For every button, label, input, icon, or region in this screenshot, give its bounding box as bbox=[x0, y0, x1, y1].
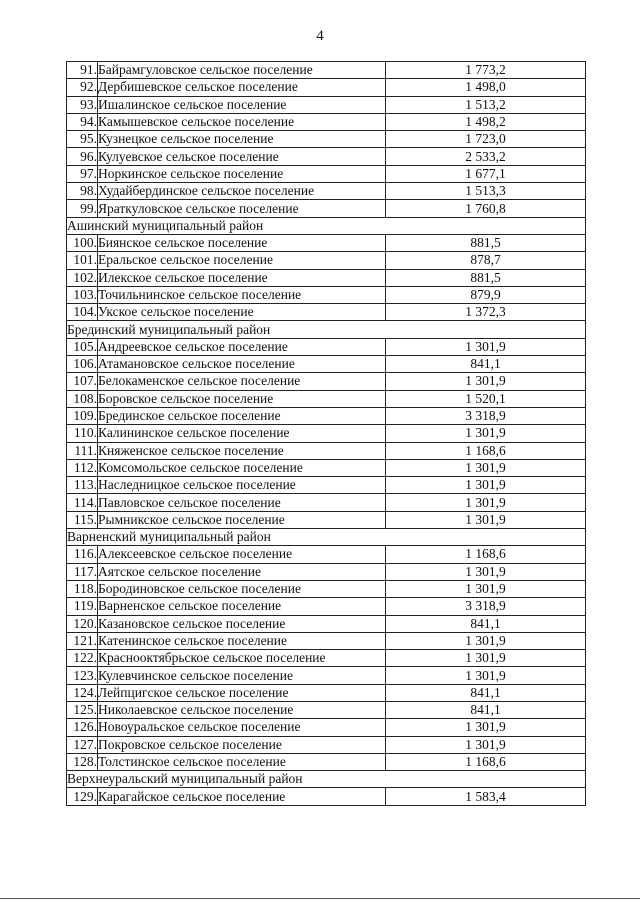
table-row bbox=[67, 667, 586, 684]
amount-value: 1 513,2 bbox=[386, 96, 586, 113]
amount-value: 1 301,9 bbox=[386, 719, 586, 736]
table-row bbox=[67, 269, 586, 286]
amount-value: 878,7 bbox=[386, 252, 586, 269]
table-row bbox=[67, 598, 586, 615]
amount-value: 1 168,6 bbox=[386, 753, 586, 770]
row-number: 122. bbox=[67, 650, 98, 667]
settlement-name: Калининское сельское поселение bbox=[98, 425, 386, 442]
district-header-row bbox=[67, 529, 586, 546]
settlement-name: Точильнинское сельское поселение bbox=[98, 286, 386, 303]
table-row bbox=[67, 477, 586, 494]
table-row bbox=[67, 373, 586, 390]
settlement-name: Катенинское сельское поселение bbox=[98, 632, 386, 649]
amount-value: 1 677,1 bbox=[386, 165, 586, 182]
amount-value: 1 301,9 bbox=[386, 338, 586, 355]
table-row bbox=[67, 234, 586, 251]
settlement-name: Варненское сельское поселение bbox=[98, 598, 386, 615]
amount-value: 1 168,6 bbox=[386, 442, 586, 459]
table-row bbox=[67, 563, 586, 580]
row-number: 111. bbox=[67, 442, 98, 459]
table-row bbox=[67, 442, 586, 459]
settlement-name: Яраткуловское сельское поселение bbox=[98, 200, 386, 217]
settlement-name: Боровское сельское поселение bbox=[98, 390, 386, 407]
row-number: 108. bbox=[67, 390, 98, 407]
amount-value: 1 520,1 bbox=[386, 390, 586, 407]
table-row bbox=[67, 356, 586, 373]
settlement-name: Байрамгуловское сельское поселение bbox=[98, 62, 386, 79]
amount-value: 1 760,8 bbox=[386, 200, 586, 217]
table-row bbox=[67, 650, 586, 667]
table-row bbox=[67, 494, 586, 511]
amount-value: 1 723,0 bbox=[386, 131, 586, 148]
district-name: Варненский муниципальный район bbox=[67, 529, 586, 546]
row-number: 99. bbox=[67, 200, 98, 217]
table-row bbox=[67, 390, 586, 407]
row-number: 95. bbox=[67, 131, 98, 148]
district-header-row bbox=[67, 321, 586, 338]
amount-value: 841,1 bbox=[386, 684, 586, 701]
row-number: 114. bbox=[67, 494, 98, 511]
amount-value: 1 301,9 bbox=[386, 563, 586, 580]
settlement-name: Андреевское сельское поселение bbox=[98, 338, 386, 355]
settlement-name: Худайбердинское сельское поселение bbox=[98, 183, 386, 200]
amount-value: 2 533,2 bbox=[386, 148, 586, 165]
row-number: 116. bbox=[67, 546, 98, 563]
settlement-name: Николаевское сельское поселение bbox=[98, 701, 386, 718]
amount-value: 1 773,2 bbox=[386, 62, 586, 79]
row-number: 121. bbox=[67, 632, 98, 649]
amount-value: 1 372,3 bbox=[386, 304, 586, 321]
settlement-name: Белокаменское сельское поселение bbox=[98, 373, 386, 390]
amount-value: 1 301,9 bbox=[386, 494, 586, 511]
row-number: 128. bbox=[67, 753, 98, 770]
table-row bbox=[67, 736, 586, 753]
amount-value: 1 513,3 bbox=[386, 183, 586, 200]
amount-value: 1 301,9 bbox=[386, 736, 586, 753]
row-number: 105. bbox=[67, 338, 98, 355]
district-name: Верхнеуральский муниципальный район bbox=[67, 771, 586, 788]
row-number: 93. bbox=[67, 96, 98, 113]
table-row bbox=[67, 286, 586, 303]
settlement-name: Толстинское сельское поселение bbox=[98, 753, 386, 770]
settlement-name: Бородиновское сельское поселение bbox=[98, 580, 386, 597]
settlement-name: Биянское сельское поселение bbox=[98, 234, 386, 251]
table-row bbox=[67, 753, 586, 770]
table-row bbox=[67, 511, 586, 528]
row-number: 92. bbox=[67, 79, 98, 96]
amount-value: 1 301,9 bbox=[386, 425, 586, 442]
amount-value: 841,1 bbox=[386, 615, 586, 632]
settlement-name: Укское сельское поселение bbox=[98, 304, 386, 321]
table-row bbox=[67, 252, 586, 269]
settlement-name: Камышевское сельское поселение bbox=[98, 113, 386, 130]
amount-value: 1 301,9 bbox=[386, 459, 586, 476]
table-row bbox=[67, 165, 586, 182]
settlement-name: Княженское сельское поселение bbox=[98, 442, 386, 459]
settlement-name: Брединское сельское поселение bbox=[98, 407, 386, 424]
row-number: 101. bbox=[67, 252, 98, 269]
table-row bbox=[67, 79, 586, 96]
table-row bbox=[67, 580, 586, 597]
table-row bbox=[67, 425, 586, 442]
settlement-name: Рымникское сельское поселение bbox=[98, 511, 386, 528]
settlement-name: Кулуевское сельское поселение bbox=[98, 148, 386, 165]
settlement-name: Покровское сельское поселение bbox=[98, 736, 386, 753]
settlement-name: Комсомольское сельское поселение bbox=[98, 459, 386, 476]
district-name: Брединский муниципальный район bbox=[67, 321, 586, 338]
table-row bbox=[67, 407, 586, 424]
amount-value: 881,5 bbox=[386, 234, 586, 251]
amount-value: 1 301,9 bbox=[386, 511, 586, 528]
row-number: 126. bbox=[67, 719, 98, 736]
row-number: 91. bbox=[67, 62, 98, 79]
row-number: 112. bbox=[67, 459, 98, 476]
settlement-name: Аятское сельское поселение bbox=[98, 563, 386, 580]
row-number: 113. bbox=[67, 477, 98, 494]
table-row bbox=[67, 701, 586, 718]
table-row bbox=[67, 183, 586, 200]
amount-value: 1 301,9 bbox=[386, 477, 586, 494]
row-number: 102. bbox=[67, 269, 98, 286]
amount-value: 1 498,2 bbox=[386, 113, 586, 130]
table-row bbox=[67, 632, 586, 649]
amount-value: 1 583,4 bbox=[386, 788, 586, 805]
amount-value: 1 301,9 bbox=[386, 632, 586, 649]
settlement-name: Алексеевское сельское поселение bbox=[98, 546, 386, 563]
table-row bbox=[67, 200, 586, 217]
amount-value: 879,9 bbox=[386, 286, 586, 303]
settlement-name: Атамановское сельское поселение bbox=[98, 356, 386, 373]
row-number: 97. bbox=[67, 165, 98, 182]
page-number: 4 bbox=[316, 28, 324, 44]
district-name: Ашинский муниципальный район bbox=[67, 217, 586, 234]
row-number: 106. bbox=[67, 356, 98, 373]
row-number: 127. bbox=[67, 736, 98, 753]
amount-value: 1 301,9 bbox=[386, 650, 586, 667]
row-number: 98. bbox=[67, 183, 98, 200]
settlement-name: Лейпцигское сельское поселение bbox=[98, 684, 386, 701]
amount-value: 3 318,9 bbox=[386, 598, 586, 615]
amount-value: 841,1 bbox=[386, 701, 586, 718]
row-number: 119. bbox=[67, 598, 98, 615]
settlement-name: Норкинское сельское поселение bbox=[98, 165, 386, 182]
amount-value: 881,5 bbox=[386, 269, 586, 286]
table-row bbox=[67, 131, 586, 148]
table-body bbox=[67, 62, 586, 806]
settlement-name: Новоуральское сельское поселение bbox=[98, 719, 386, 736]
row-number: 96. bbox=[67, 148, 98, 165]
amount-value: 1 498,0 bbox=[386, 79, 586, 96]
settlement-name: Карагайское сельское поселение bbox=[98, 788, 386, 805]
row-number: 110. bbox=[67, 425, 98, 442]
settlement-name: Павловское сельское поселение bbox=[98, 494, 386, 511]
settlement-name: Краснооктябрьское сельское поселение bbox=[98, 650, 386, 667]
table-row bbox=[67, 338, 586, 355]
amount-value: 1 301,9 bbox=[386, 667, 586, 684]
row-number: 123. bbox=[67, 667, 98, 684]
row-number: 107. bbox=[67, 373, 98, 390]
table-row bbox=[67, 96, 586, 113]
table-row bbox=[67, 148, 586, 165]
settlement-name: Илекское сельское поселение bbox=[98, 269, 386, 286]
settlement-name: Дербишевское сельское поселение bbox=[98, 79, 386, 96]
table-row bbox=[67, 788, 586, 805]
settlements-table bbox=[66, 61, 586, 806]
row-number: 94. bbox=[67, 113, 98, 130]
row-number: 115. bbox=[67, 511, 98, 528]
table-row bbox=[67, 684, 586, 701]
row-number: 125. bbox=[67, 701, 98, 718]
settlement-name: Кузнецкое сельское поселение bbox=[98, 131, 386, 148]
row-number: 104. bbox=[67, 304, 98, 321]
row-number: 103. bbox=[67, 286, 98, 303]
amount-value: 841,1 bbox=[386, 356, 586, 373]
district-header-row bbox=[67, 217, 586, 234]
amount-value: 1 301,9 bbox=[386, 580, 586, 597]
settlement-name: Еральское сельское поселение bbox=[98, 252, 386, 269]
table-row bbox=[67, 459, 586, 476]
settlement-name: Ишалинское сельское поселение bbox=[98, 96, 386, 113]
settlement-name: Казановское сельское поселение bbox=[98, 615, 386, 632]
table-row bbox=[67, 719, 586, 736]
row-number: 129. bbox=[67, 788, 98, 805]
row-number: 124. bbox=[67, 684, 98, 701]
table-row bbox=[67, 615, 586, 632]
row-number: 118. bbox=[67, 580, 98, 597]
page-bottom-border bbox=[0, 898, 640, 899]
table-row bbox=[67, 62, 586, 79]
settlement-name: Кулевчинское сельское поселение bbox=[98, 667, 386, 684]
district-header-row bbox=[67, 771, 586, 788]
table-row bbox=[67, 304, 586, 321]
table-row bbox=[67, 546, 586, 563]
row-number: 100. bbox=[67, 234, 98, 251]
row-number: 109. bbox=[67, 407, 98, 424]
row-number: 117. bbox=[67, 563, 98, 580]
amount-value: 3 318,9 bbox=[386, 407, 586, 424]
row-number: 120. bbox=[67, 615, 98, 632]
amount-value: 1 168,6 bbox=[386, 546, 586, 563]
amount-value: 1 301,9 bbox=[386, 373, 586, 390]
table-row bbox=[67, 113, 586, 130]
settlement-name: Наследницкое сельское поселение bbox=[98, 477, 386, 494]
